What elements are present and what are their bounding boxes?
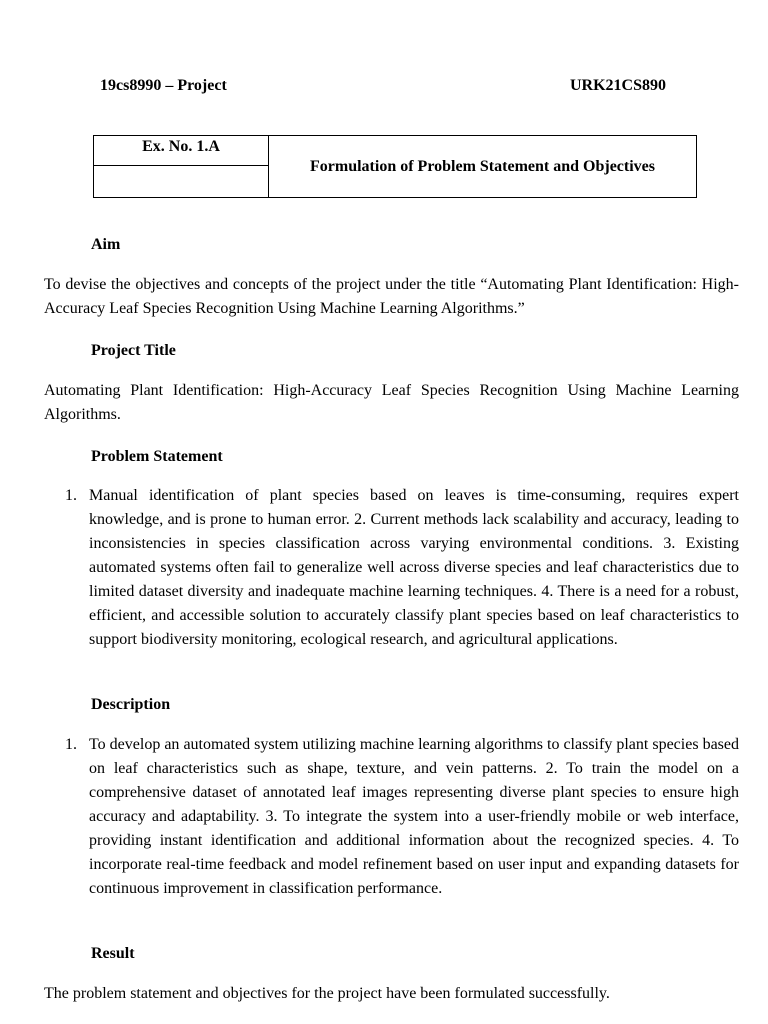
problem-statement-list [65,484,739,652]
header-course-code: 19cs8990 – Project [100,77,227,94]
project-title-text: Automating Plant Identification: High-Accuracy Leaf Species Recognition Using Machine Learning Algorithms. [44,382,739,423]
description-text: To develop an automated system utilizing machine learning algorithms to classify plant species based on leaf characteristics such as shape, texture, and vein patterns. 2. To train the model on a comprehensive dataset of annotated leaf images representing diverse plant species to ensure high accuracy and adaptability. 3. To integrate the system into a user-friendly mobile or web interface, providing instant identification and additional information about the recognized species. 4. To incorporate real-time feedback and model refinement based on user input and expanding datasets for continuous improvement in classification performance. [89,736,739,897]
list-number: 1. [65,736,77,753]
result-heading: Result [91,945,135,962]
problem-statement-text: Manual identification of plant species based on leaves is time-consuming, requires expert knowledge, and is prone to human error. 2. Current methods lack scalability and accuracy, leading to inconsistencies in species classification across varying environmental conditions. 3. Existing automated systems often fail to generalize well across diverse species and leaf characteristics due to limited dataset diversity and inadequate machine learning techniques. 4. There is a need for a robust, efficient, and accessible solution to accurately classify plant species based on leaf characteristics to support biodiversity monitoring, ecological research, and agricultural applications. [89,487,739,648]
aim-heading: Aim [91,236,121,253]
aim-text: To devise the objectives and concepts of the project under the title “Automating Plant Identification: High-Accuracy Leaf Species Recognition Using Machine Learning Algorithms.” [44,276,739,317]
running-header [100,77,666,94]
header-register-number: URK21CS890 [569,77,666,94]
exercise-title: Formulation of Problem Statement and Objectives [269,136,697,198]
exercise-number: Ex. No. 1.A [94,136,269,166]
list-number: 1. [65,487,77,504]
description-list [65,733,739,901]
result-text: The problem statement and objectives for the project have been formulated successfully. [44,985,610,1002]
project-title-heading: Project Title [91,342,176,359]
description-heading: Description [91,696,171,713]
exercise-table [93,135,697,198]
exercise-date-cell [94,166,269,198]
problem-statement-heading: Problem Statement [91,448,223,465]
